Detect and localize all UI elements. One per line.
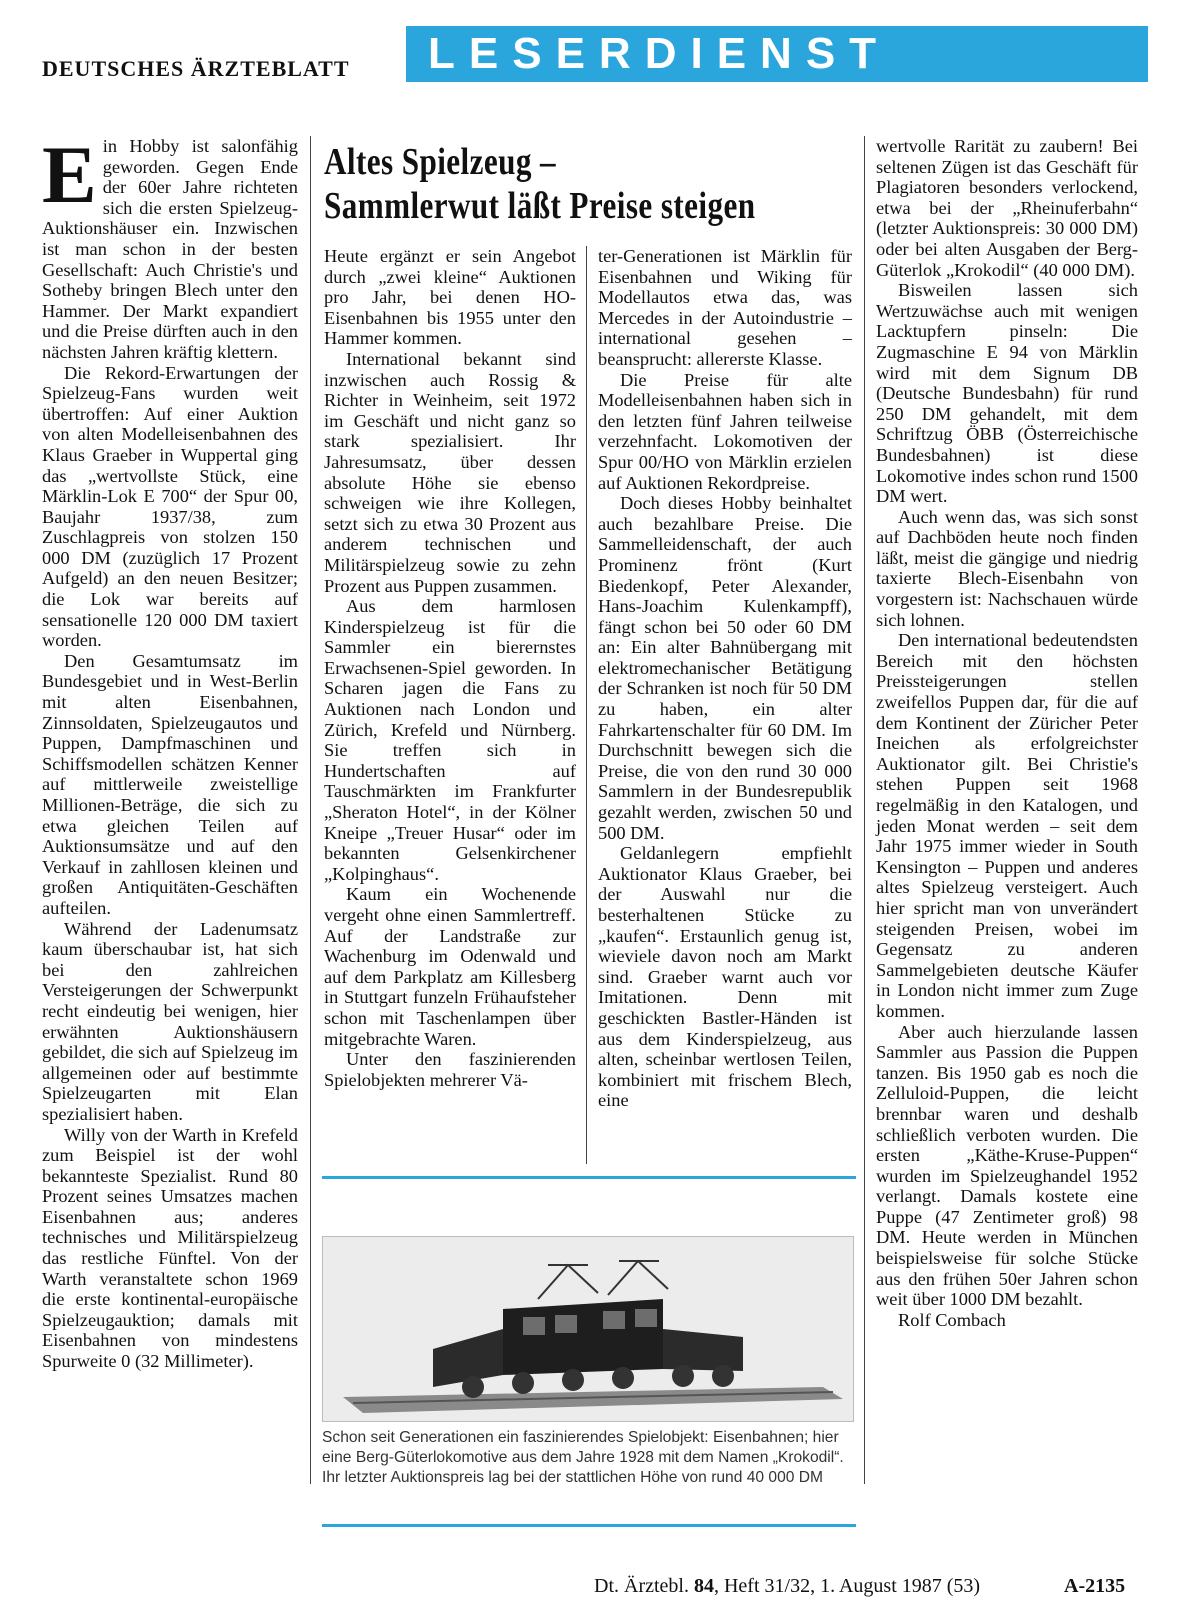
paragraph: Aus dem harmlosen Kinderspielzeug ist für die Sammler ein bierernstes Erwachsenen-Spiel geworden. In Scharen jagen die Fans zu Auktionen nach London und Zürich, Krefeld und Nürnberg. Sie treffen sich in Hundertschaften auf Tauschmärkten im Frankfurter „Sheraton Hotel“, in der Kölner Kneipe „Treuer Husar“ oder im bekannten Gelsenkirchener „Kolpinghaus“.: [324, 596, 576, 884]
photo-caption: Schon seit Generationen ein faszinierendes Spielobjekt: Eisenbahnen; hier eine Berg-Güterlokomotive aus dem Jahre 1928 mit dem Namen „Krokodil“. Ihr letzter Auktionspreis lag bei der stattlichen Höhe von rund 40 000 DM: [322, 1429, 844, 1486]
drop-cap: E: [42, 129, 97, 220]
page-footer: [594, 1575, 980, 1598]
paragraph: Die Preise für alte Modelleisenbahnen haben sich in den letzten fünf Jahren teilweise verzehnfacht. Lokomotiven der Spur 00/HO von Märklin erzielen auf Auktionen Rekordpreise.: [598, 369, 852, 493]
paragraph: International bekannt sind inzwischen auch Rossig & Richter in Weinheim, seit 1972 im Geschäft und nicht ganz so stark spezialisiert. Ihr Jahresumsatz, über dessen absolute Höhe sie ebenso schweigen wie ihre Kollegen, setzt sich zu etwa 30 Prozent aus anderem technischen und Militärspielzeug sowie zu zehn Prozent aus Puppen zusammen.: [324, 348, 576, 596]
paragraph: Aber auch hierzulande lassen Sammler aus Passion die Puppen tanzen. Bis 1950 gab es noch die Zelluloid-Puppen, die leicht brennbar waren und deshalb schließlich verboten wurden. Die ersten „Käthe-Kruse-Puppen“ wurden im Spielzeughandel 1952 verlangt. Damals kostete eine Puppe (47 Zentimeter groß) 98 DM. Heute werden in München beispielsweise für solche Stücke aus den frühen 50er Jahren schon weit über 1000 DM bezahlt.: [876, 1021, 1138, 1310]
paragraph: Kaum ein Wochenende vergeht ohne einen Sammlertreff. Auf der Landstraße zur Wachenburg im Odenwald und auf dem Parkplatz am Killesberg in Stuttgart funzeln Frühaufsteher schon mit Taschenlampen über mitgebrachte Waren.: [324, 884, 576, 1049]
paragraph: Den Gesamtumsatz im Bundesgebiet und in West-Berlin mit alten Eisenbahnen, Zinnsoldaten, Spielzeugautos und Puppen, Dampfmaschinen und Schiffsmodellen schätzen Kenner auf mittlerweile zweistellige Millionen-Beträge, die sich zu etwa gleichen Teilen auf Auktionsumsätze und auf den Verkauf in zahllosen kleinen und großen Antiquitäten-Geschäften aufteilen.: [42, 650, 298, 918]
paragraph: Den international bedeutendsten Bereich mit den höchsten Preissteigerungen stellen zweifellos Puppen dar, für die auf dem Kontinent der Züricher Peter Ineichen als erfolgreichster Auktionator gilt. Bei Christie's stehen Puppen seit 1968 regelmäßig in den Katalogen, und jeden Monat werden – seit dem Jahr 1975 immer wieder in South Kensington – Puppen und anderes altes Spielzeug versteigert. Auch hier spricht man von unverändert steigenden Preisen, wobei im Gegensatz zu anderen Sammelgebieten deutsche Käufer in London nicht immer zum Zuge kommen.: [876, 630, 1138, 1021]
article-headline: [324, 140, 767, 228]
footer-journal: Dt. Ärztebl.: [594, 1575, 689, 1597]
paragraph-text: in Hobby ist salonfähig geworden. Gegen Ende der 60er Jahre richteten sich die ersten Spielzeug-Auktionshäuser ein. Inzwischen ist man schon in der besten Gesellschaft: Auch Christie's und Sotheby bringen Blech unter den Hammer. Der Markt expandiert und die Preise dürften auch in den nächsten Jahren kräftig klettern.: [42, 136, 298, 362]
paragraph: Auch wenn das, was sich sonst auf Dachböden heute noch finden läßt, meist die gängige und niedrig taxierte Blech-Eisenbahn von vorgestern ist: Nachschauen würde sich lohnen.: [876, 506, 1138, 630]
column-rule: [586, 246, 587, 1164]
locomotive-illustration: [323, 1237, 853, 1421]
section-banner: [406, 26, 1148, 82]
column-rule: [864, 136, 865, 1484]
paragraph: Geldanlegern empfiehlt Auktionator Klaus Graeber, bei der Auswahl nur die besterhaltenen Stücke zu „kaufen“. Erstaunlich genug ist, wieviele davon noch am Markt sind. Graeber warnt auch vor Imitationen. Denn mit geschickten Bastler-Händen ist aus dem Kinderspielzeug, aus alten, scheinbar wertlosen Teilen, kombiniert mit frischem Blech, eine: [598, 843, 852, 1111]
locomotive-photo: [322, 1236, 854, 1422]
headline-line-2: Sammlerwut läßt Preise steigen: [324, 185, 756, 227]
paragraph: Willy von der Warth in Krefeld zum Beispiel ist der wohl bekannteste Spezialist. Rund 80 Prozent seines Umsatzes machen Eisenbahnen aus; anderes technisches und Militärspielzeug das restliche Fünftel. Von der Warth veranstaltete schon 1969 die erste kontinental-europäische Spielzeugauktion; damals mit Eisenbahnen von mindestens Spurweite 0 (32 Millimeter).: [42, 1124, 298, 1372]
lead-paragraph: [42, 129, 298, 363]
paragraph: Heute ergänzt er sein Angebot durch „zwei kleine“ Auktionen pro Jahr, bei denen HO-Eisenbahnen bis 1955 unter den Hammer kommen.: [324, 246, 576, 349]
article-column-2: [324, 246, 576, 1090]
paragraph: Während der Ladenumsatz kaum überschaubar ist, hat sich bei den zahlreichen Versteigerungen der Schwerpunkt recht eindeutig bei wenigen, hier erwähnten Auktionshäusern gebildet, die sich auf Spielzeug im allgemeinen oder auf bestimmte Spielzeugarten mit Elan spezialisiert haben.: [42, 918, 298, 1124]
photo-bottom-rule: [322, 1524, 856, 1527]
masthead: [42, 26, 1142, 82]
paragraph: ter-Generationen ist Märklin für Eisenbahnen und Wiking für Modellautos etwa das, was Mercedes in der Autoindustrie – international gesehen – beansprucht: allererste Klasse.: [598, 246, 852, 369]
paragraph: Doch dieses Hobby beinhaltet auch bezahlbare Preise. Die Sammelleidenschaft, der auch Prominenz frönt (Kurt Biedenkopf, Peter Alexander, Hans-Joachim Kulenkampff), fängt schon bei 50 oder 60 DM an: Ein alter Bahnübergang mit elektromechanischer Betätigung der Schranken ist noch für 50 DM zu haben, ein alter Fahrkartenschalter für 60 DM. Im Durchschnitt bewegen sich die Preise, die von den rund 30 000 Sammlern in der Bundesrepublik gezahlt werden, zwischen 50 und 500 DM.: [598, 493, 852, 843]
paragraph: wertvolle Rarität zu zaubern! Bei seltenen Zügen ist das Geschäft für Plagiatoren besonders verlockend, etwa bei der „Rheinuferbahn“ (letzter Auktionspreis: 30 000 DM) oder bei alten Ausgaben der Berg-Güterlok „Krokodil“ (40 000 DM).: [876, 136, 1138, 280]
section-title: LESERDIENST: [428, 29, 891, 78]
author-byline: Rolf Combach: [898, 1309, 1006, 1330]
paragraph: Unter den faszinierenden Spielobjekten mehrerer Vä-: [324, 1049, 576, 1090]
page-number: A-2135: [1064, 1575, 1126, 1597]
article-column-3: [598, 246, 852, 1111]
paragraph: Bisweilen lassen sich Wertzuwächse auch mit wenigen Lacktupfern pinseln: Die Zugmaschine E 94 von Märklin wird mit dem Signum DB (Deutsche Bundesbahn) für rund 250 DM gehandelt, mit dem Schriftzug ÖBB (Österreichische Bundesbahnen) ist diese Lokomotive indes schon rund 1500 DM wert.: [876, 280, 1138, 507]
paragraph: Die Rekord-Erwartungen der Spielzeug-Fans wurden weit übertroffen: Auf einer Auktion von alten Modelleisenbahnen des Klaus Graeber in Wuppertal ging das „wertvollste Stück, eine Märklin-Lok E 700“ der Spur 00, Baujahr 1937/38, zum Zuschlagpreis von stolzen 150 000 DM (zuzüglich 17 Prozent Aufgeld) an den neuen Besitzer; die Lok war bereits auf sensationelle 120 000 DM taxiert worden.: [42, 362, 298, 651]
article-column-1: [42, 129, 298, 1372]
footer-issue: , Heft 31/32, 1. August 1987 (53): [713, 1575, 981, 1597]
publication-name: DEUTSCHES ÄRZTEBLATT: [42, 56, 350, 81]
headline-line-1: Altes Spielzeug –: [324, 141, 557, 183]
footer-volume: 84: [693, 1575, 714, 1597]
column-rule: [310, 136, 311, 1484]
article-column-4: [876, 136, 1138, 1330]
photo-top-rule: [322, 1176, 856, 1179]
